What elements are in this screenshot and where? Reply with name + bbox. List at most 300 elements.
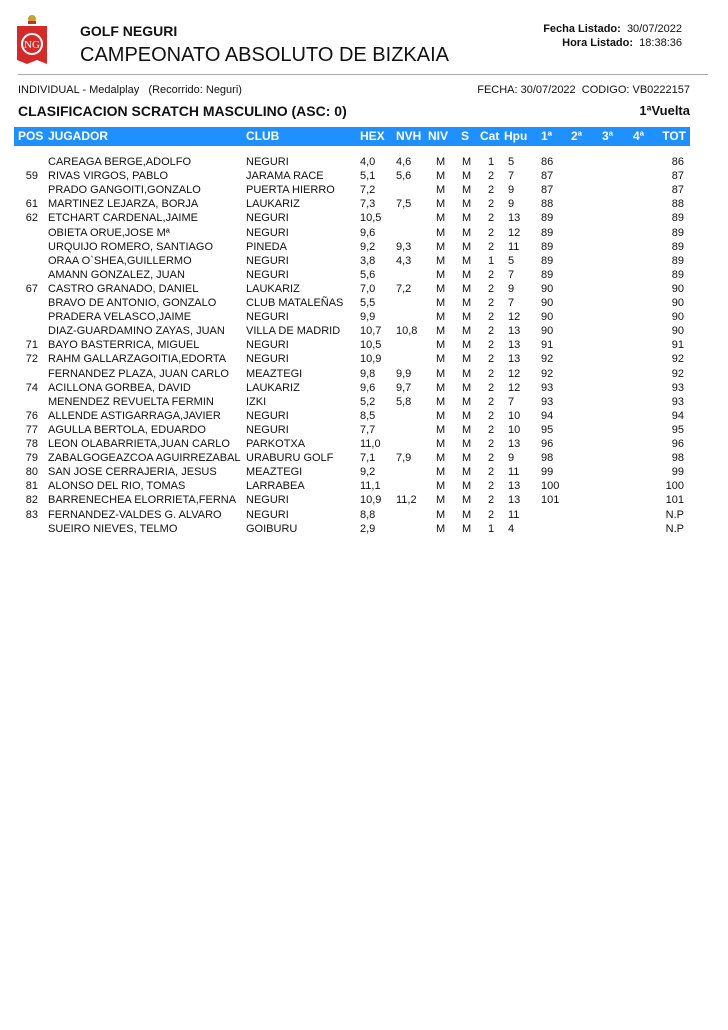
listing-meta xyxy=(543,22,682,50)
cell-hpu: 13 xyxy=(508,212,521,225)
cell-hex: 4,0 xyxy=(360,156,376,168)
cell-niv: M xyxy=(436,353,446,366)
cell-r1: 86 xyxy=(541,156,554,168)
cell-nvh: 9,3 xyxy=(396,240,412,253)
cell-s: M xyxy=(462,282,472,295)
date-code: FECHA: 30/07/2022 CODIGO: VB0222157 xyxy=(477,84,690,96)
cell-r1: 92 xyxy=(541,367,554,380)
cell-cat: 2 xyxy=(488,325,495,338)
cell-nvh: 4,6 xyxy=(396,156,412,168)
cell-name: ALONSO DEL RIO, TOMAS xyxy=(48,480,186,493)
cell-r1: 90 xyxy=(541,282,554,295)
cell-r1: 92 xyxy=(541,353,554,366)
cell-name: CAREAGA BERGE,ADOLFO xyxy=(48,156,192,168)
cell-nvh: 4,3 xyxy=(396,254,412,267)
cell-r1: 89 xyxy=(541,212,554,225)
column-header-club: CLUB xyxy=(246,129,280,143)
cell-r1: 88 xyxy=(541,198,554,211)
cell-hpu: 12 xyxy=(508,311,521,324)
cell-niv: M xyxy=(436,339,446,352)
cell-tot: 101 xyxy=(665,494,684,507)
cell-niv: M xyxy=(436,508,446,521)
cell-pos: 62 xyxy=(25,212,38,225)
cell-s: M xyxy=(462,268,472,281)
table-row xyxy=(0,451,728,465)
cell-cat: 2 xyxy=(488,297,495,309)
cell-r1: 89 xyxy=(541,268,554,281)
cell-tot: N.P xyxy=(665,508,684,521)
cell-niv: M xyxy=(436,480,446,493)
cell-tot: 87 xyxy=(671,184,684,197)
hora-label: Hora Listado: xyxy=(562,37,634,49)
cell-s: M xyxy=(462,508,472,521)
cell-r1: 90 xyxy=(541,325,554,338)
cell-name: ETCHART CARDENAL,JAIME xyxy=(48,212,198,225)
table-row xyxy=(0,479,728,493)
cell-s: M xyxy=(462,395,472,408)
cell-nvh: 7,2 xyxy=(396,282,412,295)
club-name: GOLF NEGURI xyxy=(80,23,178,39)
cell-cat: 2 xyxy=(488,466,495,479)
table-row xyxy=(0,338,728,352)
cell-tot: 90 xyxy=(671,297,684,309)
cell-name: ZABALGOGEAZCOA AGUIRREZABAL xyxy=(48,452,241,465)
cell-club: PINEDA xyxy=(246,240,287,253)
cell-cat: 1 xyxy=(488,156,495,168)
cell-name: PRADO GANGOITI,GONZALO xyxy=(48,184,201,197)
cell-niv: M xyxy=(436,438,446,450)
cell-r1: 101 xyxy=(541,494,560,507)
cell-hpu: 9 xyxy=(508,198,515,211)
cell-tot: 91 xyxy=(671,339,684,352)
cell-hpu: 13 xyxy=(508,480,521,493)
cell-s: M xyxy=(462,423,472,436)
cell-s: M xyxy=(462,381,472,394)
cell-club: MEAZTEGI xyxy=(246,367,303,380)
cell-r1: 90 xyxy=(541,311,554,324)
cell-tot: 90 xyxy=(671,282,684,295)
cell-hpu: 10 xyxy=(508,423,521,436)
cell-club: NEGURI xyxy=(246,353,289,366)
table-row xyxy=(0,395,728,409)
cell-hex: 5,1 xyxy=(360,170,376,183)
cell-club: LAUKARIZ xyxy=(246,381,300,394)
cell-tot: 89 xyxy=(671,240,684,253)
table-row xyxy=(0,268,728,282)
cell-hpu: 13 xyxy=(508,438,521,450)
cell-s: M xyxy=(462,311,472,324)
cell-hpu: 5 xyxy=(508,254,515,267)
cell-hex: 7,0 xyxy=(360,282,376,295)
cell-cat: 2 xyxy=(488,226,495,239)
cell-hpu: 10 xyxy=(508,409,521,422)
cell-club: PUERTA HIERRO xyxy=(246,184,335,197)
cell-niv: M xyxy=(436,226,446,239)
cell-niv: M xyxy=(436,409,446,422)
fecha-value: 30/07/2022 xyxy=(626,23,682,35)
table-row xyxy=(0,381,728,395)
cell-tot: 98 xyxy=(671,452,684,465)
cell-niv: M xyxy=(436,240,446,253)
classification-title: CLASIFICACION SCRATCH MASCULINO (ASC: 0) xyxy=(18,103,347,119)
cell-club: CLUB MATALEÑAS xyxy=(246,297,344,309)
cell-hpu: 11 xyxy=(508,240,520,253)
cell-hpu: 7 xyxy=(508,297,515,309)
column-header-cat: Cat xyxy=(480,129,500,143)
cell-niv: M xyxy=(436,212,446,225)
table-row xyxy=(0,437,728,451)
cell-hpu: 12 xyxy=(508,226,521,239)
column-header-r3: 3ª xyxy=(602,129,614,143)
cell-hex: 10,7 xyxy=(360,325,382,338)
cell-cat: 2 xyxy=(488,339,495,352)
cell-pos: 78 xyxy=(25,438,38,450)
cell-name: BARRENECHEA ELORRIETA,FERNA xyxy=(48,494,237,507)
cell-pos: 81 xyxy=(25,480,38,493)
cell-hpu: 7 xyxy=(508,170,515,183)
cell-s: M xyxy=(462,353,472,366)
cell-name: MARTINEZ LEJARZA, BORJA xyxy=(48,198,199,211)
cell-club: NEGURI xyxy=(246,423,289,436)
cell-s: M xyxy=(462,339,472,352)
cell-r1: 95 xyxy=(541,423,554,436)
cell-club: URABURU GOLF xyxy=(246,452,334,465)
cell-niv: M xyxy=(436,381,446,394)
cell-name: AMANN GONZALEZ, JUAN xyxy=(48,268,185,281)
table-row xyxy=(0,367,728,381)
cell-nvh: 7,5 xyxy=(396,198,412,211)
cell-s: M xyxy=(462,198,472,211)
cell-cat: 2 xyxy=(488,184,495,197)
cell-niv: M xyxy=(436,156,446,168)
cell-tot: 100 xyxy=(665,480,684,493)
cell-club: LARRABEA xyxy=(246,480,305,493)
column-header-r4: 4ª xyxy=(633,129,645,143)
cell-pos: 67 xyxy=(25,282,38,295)
cell-name: AGULLA BERTOLA, EDUARDO xyxy=(48,423,206,436)
cell-r1: 90 xyxy=(541,297,554,309)
cell-niv: M xyxy=(436,268,446,281)
cell-cat: 2 xyxy=(488,480,495,493)
cell-niv: M xyxy=(436,297,446,309)
cell-cat: 1 xyxy=(488,522,495,535)
cell-name: URQUIJO ROMERO, SANTIAGO xyxy=(48,240,214,253)
cell-cat: 2 xyxy=(488,282,495,295)
cell-cat: 2 xyxy=(488,409,495,422)
cell-hex: 10,9 xyxy=(360,494,382,507)
cell-club: MEAZTEGI xyxy=(246,466,303,479)
cell-club: JARAMA RACE xyxy=(246,170,324,183)
cell-hex: 9,2 xyxy=(360,240,376,253)
cell-s: M xyxy=(462,367,472,380)
cell-tot: 93 xyxy=(671,381,684,394)
cell-niv: M xyxy=(436,423,446,436)
cell-cat: 2 xyxy=(488,198,495,211)
cell-pos: 74 xyxy=(25,381,38,394)
cell-hex: 7,3 xyxy=(360,198,376,211)
cell-tot: 87 xyxy=(671,170,684,183)
cell-name: FERNANDEZ-VALDES G. ALVARO xyxy=(48,508,222,521)
table-row xyxy=(0,409,728,423)
cell-pos: 80 xyxy=(25,466,38,479)
cell-s: M xyxy=(462,409,472,422)
cell-s: M xyxy=(462,156,472,168)
cell-name: ALLENDE ASTIGARRAGA,JAVIER xyxy=(48,409,221,422)
cell-r1: 93 xyxy=(541,381,554,394)
cell-hex: 5,2 xyxy=(360,395,376,408)
cell-cat: 2 xyxy=(488,381,495,394)
cell-hex: 9,2 xyxy=(360,466,376,479)
cell-nvh: 10,8 xyxy=(396,325,418,338)
cell-r1: 98 xyxy=(541,452,554,465)
cell-nvh: 5,8 xyxy=(396,395,412,408)
cell-name: LEON OLABARRIETA,JUAN CARLO xyxy=(48,438,230,450)
cell-hex: 8,8 xyxy=(360,508,376,521)
cell-hex: 7,1 xyxy=(360,452,376,465)
cell-niv: M xyxy=(436,522,446,535)
cell-pos: 82 xyxy=(25,494,38,507)
cell-hpu: 13 xyxy=(508,339,521,352)
cell-tot: 88 xyxy=(671,198,684,211)
cell-name: RIVAS VIRGOS, PABLO xyxy=(48,170,169,183)
cell-pos: 83 xyxy=(25,508,38,521)
cell-cat: 2 xyxy=(488,508,495,521)
table-row xyxy=(0,169,728,183)
cell-tot: 93 xyxy=(671,395,684,408)
cell-hex: 10,5 xyxy=(360,339,382,352)
cell-r1: 100 xyxy=(541,480,560,493)
cell-hex: 7,2 xyxy=(360,184,376,197)
cell-hpu: 13 xyxy=(508,353,521,366)
cell-niv: M xyxy=(436,494,446,507)
cell-hpu: 5 xyxy=(508,156,515,168)
table-row xyxy=(0,240,728,254)
cell-hpu: 12 xyxy=(508,367,521,380)
column-header-name: JUGADOR xyxy=(48,129,109,143)
cell-tot: 92 xyxy=(671,353,684,366)
cell-hpu: 11 xyxy=(508,466,520,479)
cell-nvh: 7,9 xyxy=(396,452,412,465)
cell-name: OBIETA ORUE,JOSE Mª xyxy=(48,226,170,239)
cell-name: BAYO BASTERRICA, MIGUEL xyxy=(48,339,200,352)
cell-club: LAUKARIZ xyxy=(246,198,300,211)
cell-name: SUEIRO NIEVES, TELMO xyxy=(48,522,178,535)
cell-tot: 95 xyxy=(671,423,684,436)
column-header-hex: HEX xyxy=(360,129,385,143)
cell-tot: 90 xyxy=(671,311,684,324)
table-header xyxy=(14,127,690,146)
cell-hpu: 12 xyxy=(508,381,521,394)
cell-r1: 94 xyxy=(541,409,554,422)
cell-cat: 2 xyxy=(488,395,495,408)
cell-cat: 2 xyxy=(488,212,495,225)
table-row xyxy=(0,493,728,507)
cell-hpu: 7 xyxy=(508,395,515,408)
cell-nvh: 9,7 xyxy=(396,381,412,394)
cell-cat: 2 xyxy=(488,494,495,507)
cell-hex: 9,8 xyxy=(360,367,376,380)
cell-hex: 8,5 xyxy=(360,409,376,422)
cell-hex: 10,5 xyxy=(360,212,382,225)
cell-club: NEGURI xyxy=(246,254,289,267)
cell-club: GOIBURU xyxy=(246,522,298,535)
cell-hex: 10,9 xyxy=(360,353,382,366)
cell-hex: 11,1 xyxy=(360,480,381,493)
column-header-pos: POS xyxy=(18,129,44,143)
cell-club: IZKI xyxy=(246,395,267,408)
table-row xyxy=(0,508,728,522)
cell-name: BRAVO DE ANTONIO, GONZALO xyxy=(48,297,217,309)
cell-nvh: 5,6 xyxy=(396,170,412,183)
cell-tot: 89 xyxy=(671,226,684,239)
table-row xyxy=(0,465,728,479)
cell-club: NEGURI xyxy=(246,226,289,239)
cell-name: RAHM GALLARZAGOITIA,EDORTA xyxy=(48,353,227,366)
cell-hpu: 13 xyxy=(508,494,521,507)
cell-hex: 11,0 xyxy=(360,438,381,450)
cell-s: M xyxy=(462,297,472,309)
hora-value: 18:38:36 xyxy=(639,37,682,49)
cell-tot: 89 xyxy=(671,268,684,281)
cell-s: M xyxy=(462,184,472,197)
cell-hex: 9,9 xyxy=(360,311,376,324)
cell-s: M xyxy=(462,438,472,450)
cell-tot: 89 xyxy=(671,254,684,267)
cell-pos: 71 xyxy=(25,339,38,352)
cell-club: NEGURI xyxy=(246,212,289,225)
table-row xyxy=(0,324,728,338)
cell-pos: 59 xyxy=(25,170,38,183)
cell-cat: 2 xyxy=(488,240,495,253)
table-row xyxy=(0,423,728,437)
cell-niv: M xyxy=(436,395,446,408)
cell-r1: 96 xyxy=(541,438,554,450)
cell-tot: 92 xyxy=(671,367,684,380)
cell-hex: 3,8 xyxy=(360,254,376,267)
cell-s: M xyxy=(462,480,472,493)
cell-cat: 2 xyxy=(488,353,495,366)
cell-name: DIAZ-GUARDAMINO ZAYAS, JUAN xyxy=(48,325,225,338)
cell-name: FERNANDEZ PLAZA, JUAN CARLO xyxy=(48,367,229,380)
table-row xyxy=(0,183,728,197)
svg-text:NG: NG xyxy=(24,39,40,51)
cell-hpu: 11 xyxy=(508,508,520,521)
cell-name: MENENDEZ REVUELTA FERMIN xyxy=(48,395,214,408)
cell-s: M xyxy=(462,522,472,535)
cell-pos: 79 xyxy=(25,452,38,465)
table-row xyxy=(0,211,728,225)
cell-s: M xyxy=(462,212,472,225)
table-row xyxy=(0,282,728,296)
cell-tot: 99 xyxy=(671,466,684,479)
cell-r1: 89 xyxy=(541,226,554,239)
cell-hpu: 9 xyxy=(508,282,515,295)
cell-s: M xyxy=(462,254,472,267)
table-row xyxy=(0,352,728,366)
cell-hpu: 7 xyxy=(508,268,515,281)
cell-club: NEGURI xyxy=(246,311,289,324)
cell-hpu: 9 xyxy=(508,452,515,465)
cell-name: PRADERA VELASCO,JAIME xyxy=(48,311,192,324)
cell-hpu: 13 xyxy=(508,325,521,338)
cell-niv: M xyxy=(436,254,446,267)
cell-r1: 87 xyxy=(541,184,554,197)
column-header-tot: TOT xyxy=(662,129,686,143)
cell-cat: 2 xyxy=(488,452,495,465)
cell-hpu: 9 xyxy=(508,184,515,197)
cell-tot: 90 xyxy=(671,325,684,338)
cell-hex: 2,9 xyxy=(360,522,376,535)
cell-niv: M xyxy=(436,311,446,324)
cell-nvh: 11,2 xyxy=(396,494,417,507)
column-header-nvh: NVH xyxy=(396,129,422,143)
cell-name: ACILLONA GORBEA, DAVID xyxy=(48,381,191,394)
cell-club: NEGURI xyxy=(246,494,289,507)
cell-club: VILLA DE MADRID xyxy=(246,325,341,338)
fecha-label: Fecha Listado: xyxy=(543,23,621,35)
cell-niv: M xyxy=(436,367,446,380)
cell-hex: 5,6 xyxy=(360,268,376,281)
cell-cat: 1 xyxy=(488,254,495,267)
cell-pos: 61 xyxy=(25,198,38,211)
cell-s: M xyxy=(462,452,472,465)
cell-pos: 72 xyxy=(25,353,38,366)
cell-cat: 2 xyxy=(488,438,495,450)
cell-niv: M xyxy=(436,325,446,338)
cell-s: M xyxy=(462,466,472,479)
column-header-hpu: Hpu xyxy=(504,129,528,143)
cell-niv: M xyxy=(436,170,446,183)
cell-club: NEGURI xyxy=(246,508,289,521)
cell-name: SAN JOSE CERRAJERIA, JESUS xyxy=(48,466,217,479)
cell-r1: 89 xyxy=(541,254,554,267)
column-header-s: S xyxy=(461,129,470,143)
cell-club: NEGURI xyxy=(246,156,289,168)
cell-s: M xyxy=(462,240,472,253)
cell-club: NEGURI xyxy=(246,409,289,422)
cell-club: LAUKARIZ xyxy=(246,282,300,295)
cell-cat: 2 xyxy=(488,170,495,183)
cell-niv: M xyxy=(436,282,446,295)
golf-neguri-logo xyxy=(15,14,49,68)
cell-r1: 89 xyxy=(541,240,554,253)
cell-niv: M xyxy=(436,466,446,479)
competition-format: INDIVIDUAL - Medalplay (Recorrido: Neguri) xyxy=(18,84,242,96)
table-row xyxy=(0,310,728,324)
cell-s: M xyxy=(462,325,472,338)
cell-r1: 99 xyxy=(541,466,554,479)
cell-hex: 5,5 xyxy=(360,297,376,309)
table-row xyxy=(0,226,728,240)
table-row xyxy=(0,522,728,536)
cell-hex: 9,6 xyxy=(360,381,376,394)
cell-name: CASTRO GRANADO, DANIEL xyxy=(48,282,199,295)
cell-club: NEGURI xyxy=(246,268,289,281)
cell-hex: 7,7 xyxy=(360,423,376,436)
cell-cat: 2 xyxy=(488,311,495,324)
cell-niv: M xyxy=(436,184,446,197)
cell-s: M xyxy=(462,226,472,239)
cell-s: M xyxy=(462,170,472,183)
cell-cat: 2 xyxy=(488,268,495,281)
cell-s: M xyxy=(462,494,472,507)
cell-niv: M xyxy=(436,198,446,211)
round-label: 1ªVuelta xyxy=(639,103,690,118)
divider xyxy=(18,74,708,75)
cell-name: ORAA O`SHEA,GUILLERMO xyxy=(48,254,192,267)
cell-nvh: 9,9 xyxy=(396,367,412,380)
cell-club: PARKOTXA xyxy=(246,438,306,450)
